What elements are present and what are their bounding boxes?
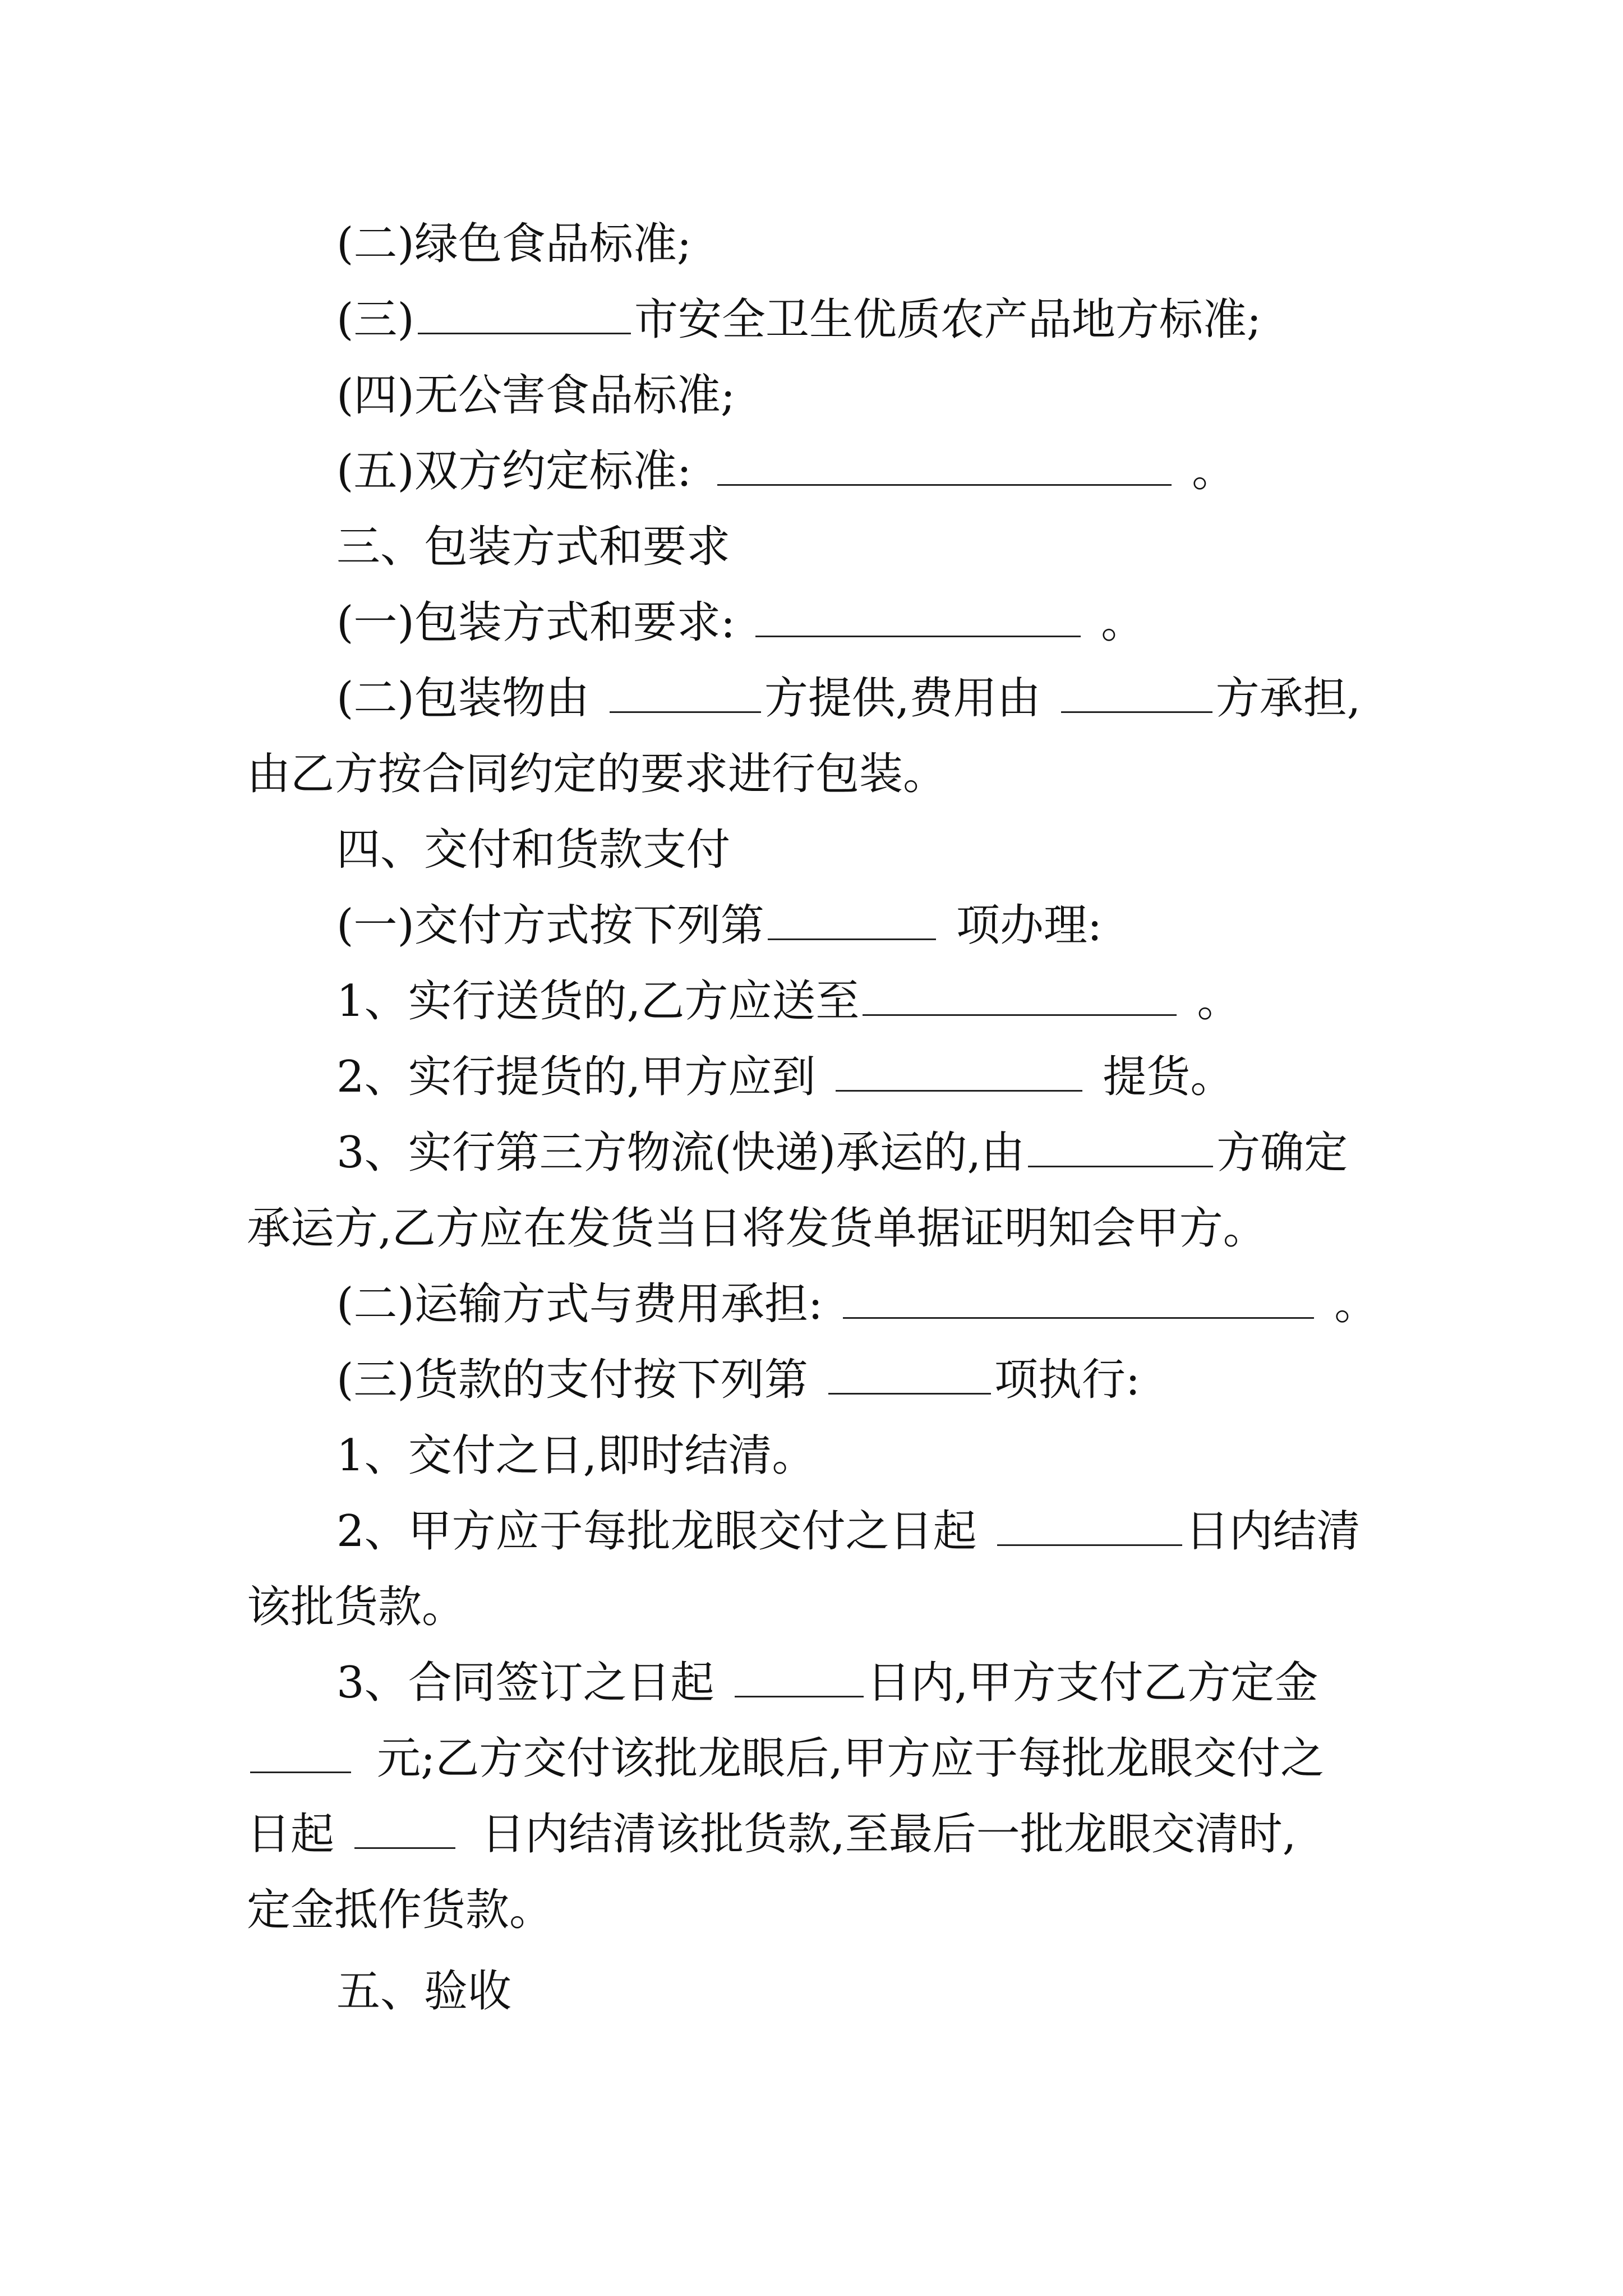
text: (二)绿色食品标准; xyxy=(336,219,692,269)
text: (一)交付方式按下列第 xyxy=(336,900,764,951)
clause-delivery-method xyxy=(0,892,1102,959)
text: 。 xyxy=(1197,976,1241,1027)
clause-payment-option-2-continuation xyxy=(0,1573,465,1641)
section-packaging-heading xyxy=(0,513,730,581)
blank-field[interactable] xyxy=(735,1655,864,1697)
text: (一)包装方式和要求: xyxy=(336,597,736,648)
text: (二)运输方式与费用承担: xyxy=(336,1279,823,1329)
text: 市安全卫生优质农产品地方标准; xyxy=(634,295,1262,345)
text: 日内结清该批货款,至最后一批龙眼交清时, xyxy=(481,1809,1297,1860)
section-delivery-payment-heading xyxy=(0,816,730,884)
clause-packaging-method xyxy=(0,589,1145,656)
text: 方承担, xyxy=(1215,673,1361,724)
text: 方确定 xyxy=(1216,1128,1348,1178)
clause-packaging-continuation xyxy=(0,740,947,808)
text: (五)双方约定标准: xyxy=(336,446,692,496)
text: 1、实行送货的,乙方应送至 xyxy=(336,976,860,1027)
blank-field[interactable] xyxy=(836,1050,1082,1092)
clause-delivery-option-3 xyxy=(0,1119,1348,1186)
clause-packaging-materials xyxy=(0,665,1361,732)
text: 日内,甲方支付乙方定金 xyxy=(866,1658,1318,1708)
text: (三) xyxy=(336,295,414,345)
section-acceptance-heading xyxy=(0,1958,511,2025)
blank-field[interactable] xyxy=(768,898,936,940)
blank-field[interactable] xyxy=(843,1277,1314,1319)
text: 由乙方按合同约定的要求进行包装。 xyxy=(247,749,947,799)
text: 三、包装方式和要求 xyxy=(336,522,731,572)
clause-payment-option-3 xyxy=(0,1649,1318,1717)
text: (三)货款的支付按下列第 xyxy=(336,1355,808,1405)
blank-field[interactable] xyxy=(1061,671,1212,713)
blank-field[interactable] xyxy=(997,1504,1182,1546)
clause-payment-method xyxy=(0,1346,1140,1414)
clause-payment-option-3-line-2 xyxy=(0,1725,1324,1792)
text: 五、验收 xyxy=(336,1966,512,2017)
blank-field[interactable] xyxy=(418,292,631,334)
text: 方提供,费用由 xyxy=(764,673,1041,724)
blank-field[interactable] xyxy=(354,1807,455,1849)
blank-field[interactable] xyxy=(1028,1125,1213,1167)
text: 。 xyxy=(1101,597,1145,648)
clause-delivery-option-1 xyxy=(0,968,1241,1035)
text: 1、交付之日,即时结清。 xyxy=(336,1430,816,1481)
text: (四)无公害食品标准; xyxy=(336,370,736,421)
clause-payment-option-3-line-4 xyxy=(0,1876,553,1944)
clause-payment-option-2 xyxy=(0,1498,1361,1565)
blank-field[interactable] xyxy=(828,1352,991,1395)
text: 四、交付和货款支付 xyxy=(336,825,731,875)
text: 2、甲方应于每批龙眼交付之日起 xyxy=(336,1506,977,1557)
clause-agreed-standard xyxy=(0,438,1235,505)
text: 元;乙方交付该批龙眼后,甲方应于每批龙眼交付之 xyxy=(377,1733,1325,1784)
blank-field[interactable] xyxy=(250,1731,351,1773)
clause-payment-option-3-line-3 xyxy=(0,1801,1297,1868)
clause-pollution-free-standard xyxy=(0,362,735,429)
text: 项办理: xyxy=(956,900,1103,951)
text: 2、实行提货的,甲方应到 xyxy=(336,1052,816,1102)
text: 3、合同签订之日起 xyxy=(336,1658,714,1708)
text: 承运方,乙方应在发货当日将发货单据证明知会甲方。 xyxy=(247,1203,1267,1254)
text: 项执行: xyxy=(994,1355,1141,1405)
clause-delivery-option-2 xyxy=(0,1043,1234,1111)
clause-payment-option-1 xyxy=(0,1422,815,1489)
clause-delivery-option-3-continuation xyxy=(0,1195,1267,1262)
blank-field[interactable] xyxy=(863,974,1177,1016)
blank-field[interactable] xyxy=(610,671,761,713)
clause-city-standard xyxy=(0,286,1261,353)
text: 该批货款。 xyxy=(247,1582,466,1632)
clause-green-food-standard xyxy=(0,210,691,278)
clause-transport-cost xyxy=(0,1271,1378,1338)
text: 日起 xyxy=(247,1809,335,1860)
text: 。 xyxy=(1334,1279,1378,1329)
text: (二)包装物由 xyxy=(336,673,589,724)
blank-field[interactable] xyxy=(755,595,1081,637)
text: 提货。 xyxy=(1103,1052,1234,1102)
blank-field[interactable] xyxy=(717,444,1172,486)
text: 日内结清 xyxy=(1185,1506,1361,1557)
text: 。 xyxy=(1192,446,1236,496)
text: 3、实行第三方物流(快递)承运的,由 xyxy=(336,1128,1025,1178)
text: 定金抵作货款。 xyxy=(247,1885,554,1935)
